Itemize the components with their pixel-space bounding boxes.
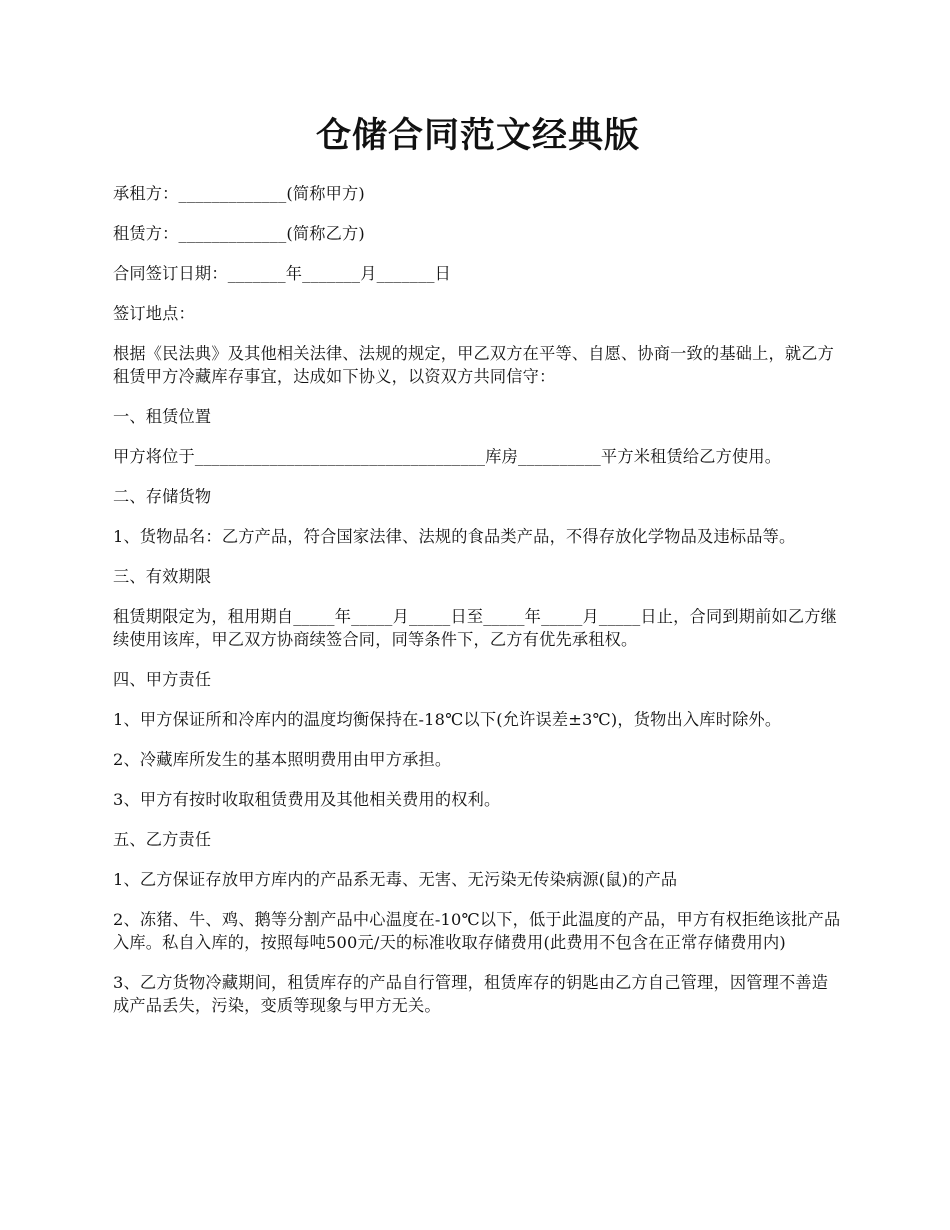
sign-location-line: 签订地点： (113, 304, 195, 323)
document-page (113, 112, 843, 1034)
party-a-clause-3: 3、甲方有按时收取租赁费用及其他相关费用的权利。 (113, 790, 501, 809)
section-heading-party-b: 五、乙方责任 (113, 830, 212, 849)
section-heading-location: 一、租赁位置 (113, 407, 212, 426)
party-a-clause-1: 1、甲方保证所和冷库内的温度均衡保持在-18℃以下(允许误差±3℃)，货物出入库时除外。 (113, 710, 782, 729)
party-b-clause-3: 3、乙方货物冷藏期间，租赁库存的产品自行管理，租赁库存的钥匙由乙方自己管理，因管理不善造成产品丢失，污染，变质等现象与甲方无关。 (113, 973, 829, 1015)
party-a-clause-2: 2、冷藏库所发生的基本照明费用由甲方承担。 (113, 750, 452, 769)
section-heading-goods: 二、存储货物 (113, 487, 212, 506)
section-heading-party-a: 四、甲方责任 (113, 670, 212, 689)
lessee-line: 承租方：_____________(简称甲方) (113, 184, 365, 203)
section-heading-term: 三、有效期限 (113, 567, 212, 586)
location-paragraph: 甲方将位于___________________________________库房__________平方米租赁给乙方使用。 (113, 447, 782, 466)
lessor-line: 租赁方：_____________(简称乙方) (113, 224, 365, 243)
term-paragraph: 租赁期限定为，租用期自_____年_____月_____日至_____年_____月_____日止，合同到期前如乙方继续使用该库，甲乙双方协商续签合同，同等条件下，乙方有优先承租权。 (113, 607, 838, 649)
document-title: 仓储合同范文经典版 (315, 116, 640, 156)
party-b-clause-2: 2、冻猪、牛、鸡、鹅等分割产品中心温度在-10℃以下，低于此温度的产品，甲方有权拒绝该批产品入库。私自入库的，按照每吨500元/天的标准收取存储费用(此费用不包含在正常存储费用内) (113, 910, 841, 952)
preamble-paragraph: 根据《民法典》及其他相关法律、法规的规定，甲乙双方在平等、自愿、协商一致的基础上，就乙方租赁甲方冷藏库存事宜，达成如下协义，以资双方共同信守： (113, 344, 835, 386)
party-b-clause-1: 1、乙方保证存放甲方库内的产品系无毒、无害、无污染无传染病源(鼠)的产品 (113, 870, 678, 889)
sign-date-line: 合同签订日期：_______年_______月_______日 (113, 264, 452, 283)
goods-paragraph: 1、货物品名：乙方产品，符合国家法律、法规的食品类产品，不得存放化学物品及违标品等。 (113, 527, 796, 546)
